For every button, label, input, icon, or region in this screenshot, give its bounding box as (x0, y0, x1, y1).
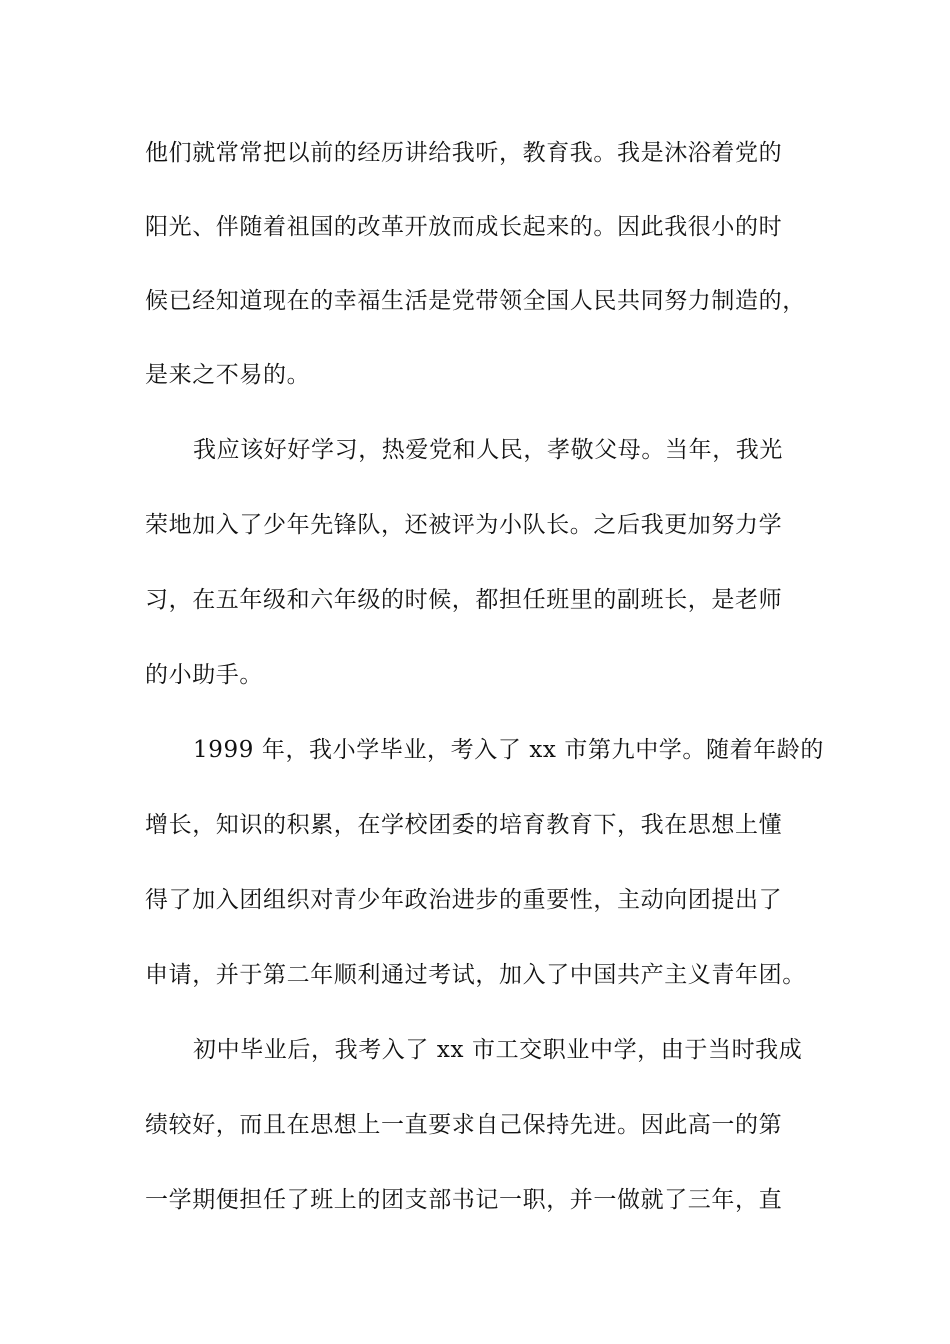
text-line: 候已经知道现在的幸福生活是党带领全国人民共同努力制造的， (145, 288, 806, 314)
text-line: 阳光、伴随着祖国的改革开放而成长起来的。因此我很小的时 (145, 214, 783, 240)
text-line: 他们就常常把以前的经历讲给我听，教育我。我是沐浴着党的 (145, 140, 783, 166)
text-line: 得了加入团组织对青少年政治进步的重要性，主动向团提出了 (145, 887, 783, 913)
text-line: 绩较好，而且在思想上一直要求自己保持先进。因此高一的第 (145, 1112, 783, 1138)
paragraph-first-line: 1999 年，我小学毕业，考入了 xx 市第九中学。随着年龄的 (193, 737, 825, 763)
text-line: 一学期便担任了班上的团支部书记一职，并一做就了三年，直 (145, 1187, 783, 1213)
text-line: 习，在五年级和六年级的时候，都担任班里的副班长，是老师 (145, 587, 783, 613)
paragraph-first-line: 我应该好好学习，热爱党和人民，孝敬父母。当年，我光 (193, 437, 783, 463)
text-line: 申请，并于第二年顺利通过考试，加入了中国共产主义青年团。 (145, 962, 806, 988)
text-line: 的小助手。 (145, 662, 263, 688)
text-line: 荣地加入了少年先锋队，还被评为小队长。之后我更加努力学 (145, 512, 783, 538)
paragraph-first-line: 初中毕业后，我考入了 xx 市工交职业中学，由于当时我成 (193, 1037, 803, 1063)
text-line: 是来之不易的。 (145, 362, 311, 388)
text-line: 增长，知识的积累，在学校团委的培育教育下，我在思想上懂 (145, 812, 783, 838)
